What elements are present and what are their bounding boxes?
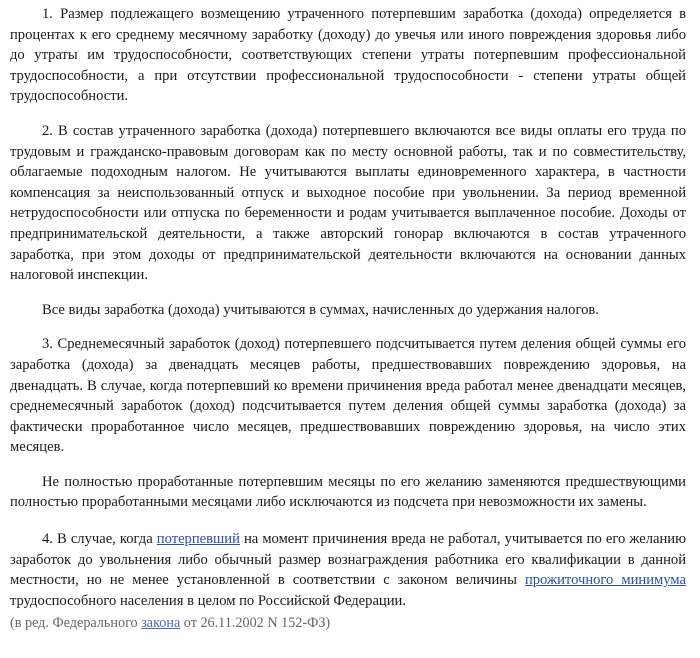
paragraph-2: 2. В состав утраченного заработка (дохода) потерпевшего включаются все виды оплаты его труда по трудовым и гражданско-правовым договорам как по месту основной работы, так и по совместительству, облагаемые подоходным налогом. Не учитываются выплаты единовременного характера, в частности компенсация за неиспользованный отпуск и выходное пособие при увольнении. За период временной нетрудоспособности или отпуска по беременности и родам учитывается выплаченное пособие. Доходы от предпринимательской деятельности, а также авторский гонорар включаются в состав утраченного заработка, при этом доходы от предпринимательской деятельности включаются на основании данных налоговой инспекции. [10, 122, 686, 284]
paragraph-4-text-3: трудоспособного населения в целом по Российской Федерации. [10, 592, 407, 609]
paragraph-4-text-1: 4. В случае, когда [42, 531, 157, 548]
link-victim[interactable]: потерпевший [156, 531, 240, 548]
paragraph-1: 1. Размер подлежащего возмещению утраченного потерпевшим заработка (дохода) определяется в процентах к его среднему месячному заработку (доходу) до увечья или иного повреждения здоровья либо до утраты им трудоспособности, соответствующих степени утраты потерпевшим профессиональной трудоспособности, а при отсутствии профессиональной трудоспособности - степени утраты общей трудоспособности. [10, 6, 686, 105]
edition-note-suffix: от 26.11.2002 N 152-ФЗ) [180, 615, 331, 632]
paragraph-4 [10, 529, 686, 611]
edition-note-prefix: (в ред. Федерального [10, 615, 142, 632]
edition-note [10, 613, 686, 633]
paragraph-2-continuation: Все виды заработка (дохода) учитываются в суммах, начисленных до удержания налогов. [42, 301, 599, 318]
link-subsistence-minimum[interactable]: прожиточного минимума [524, 572, 687, 589]
link-federal-law[interactable]: закона [141, 615, 181, 632]
paragraph-3-continuation: Не полностью проработанные потерпевшим месяцы по его желанию заменяются предшествующими полностью проработанными месяцами либо исключаются из подсчета при невозможности их замены. [10, 473, 686, 511]
paragraph-3: 3. Среднемесячный заработок (доход) потерпевшего подсчитывается путем деления общей суммы его заработка (дохода) за двенадцать месяцев работы, предшествовавших повреждению здоровья, на двенадцать. В случае, когда потерпевший ко времени причинения вреда работал менее двенадцати месяцев, среднемесячный заработок (доход) подсчитывается путем деления общей суммы заработка (дохода) за фактически проработанное число месяцев, предшествовавших повреждению здоровья, на число этих месяцев. [10, 336, 686, 456]
paragraph-4-text-2: на момент причинения вреда не работал, учитывается по его желанию заработок до увольнения либо обычный размер вознаграждения работника его квалификации в данной местности, но не менее установленной в соответствии с законом величины [10, 531, 686, 589]
